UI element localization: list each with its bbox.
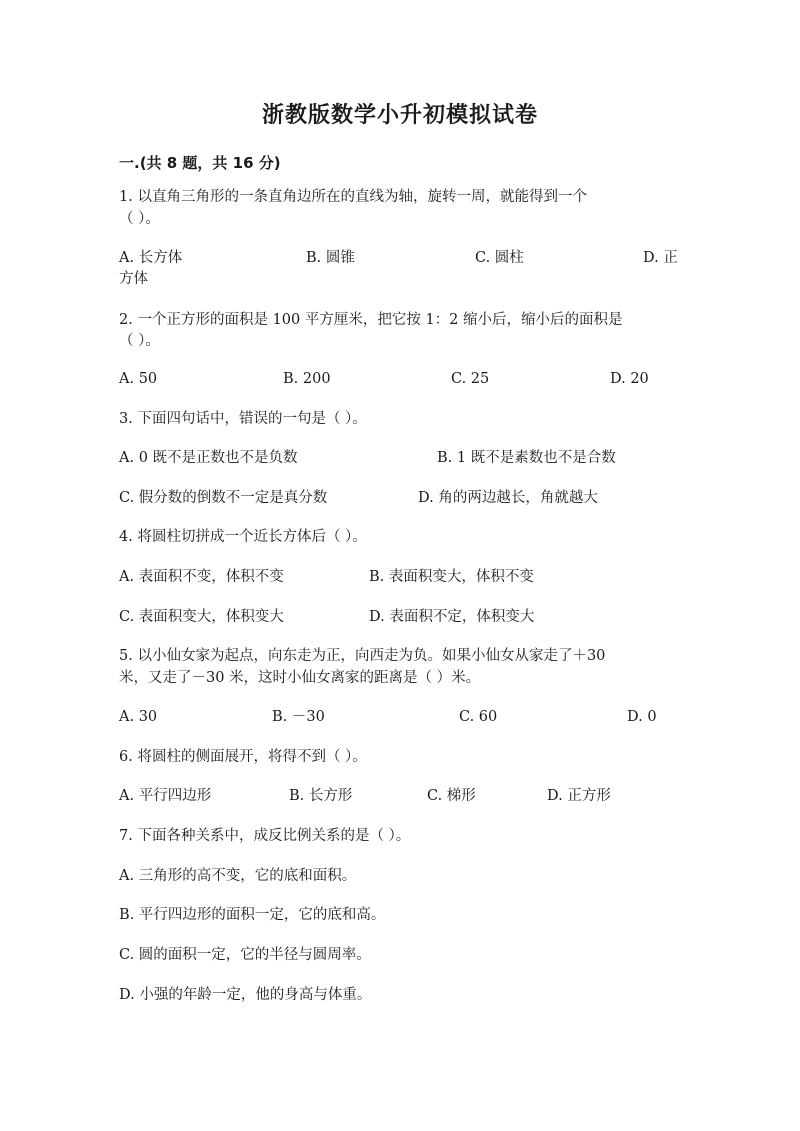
q2-option-d: D. 20 [610,371,649,387]
question-2-text-cont: （ ）。 [119,333,160,349]
question-1-text: 1. 以直角三角形的一条直角边所在的直线为轴，旋转一周，就能得到一个 [119,189,587,205]
q7-option-a: A. 三角形的高不变，它的底和面积。 [119,868,357,884]
section-heading: 一.(共 8 题，共 16 分) [119,154,281,172]
page-title: 浙教版数学小升初模拟试卷 [261,103,538,128]
question-1-text-cont: （ ）。 [119,211,160,227]
q3-option-a: A. 0 既不是正数也不是负数 [119,450,298,466]
q1-option-d: D. 正 [643,250,678,266]
q3-option-d: D. 角的两边越长，角就越大 [418,490,598,506]
q7-option-c: C. 圆的面积一定，它的半径与圆周率。 [119,947,371,963]
q1-option-c: C. 圆柱 [475,250,524,266]
q3-option-b: B. 1 既不是素数也不是合数 [437,450,616,466]
question-2-text: 2. 一个正方形的面积是 100 平方厘米，把它按 1：2 缩小后，缩小后的面积是 [119,312,623,328]
q1-option-d-wrap: 方体 [119,271,148,287]
q6-option-c: C. 梯形 [427,788,476,804]
q1-option-b: B. 圆锥 [306,250,355,266]
q2-option-c: C. 25 [451,371,490,387]
q1-option-a: A. 长方体 [119,250,183,266]
q5-option-c: C. 60 [459,709,498,725]
question-3-text: 3. 下面四句话中，错误的一句是（ ）。 [119,411,367,427]
question-5-text-cont: 米，又走了－30 米，这时小仙女离家的距离是（ ）米。 [119,670,481,686]
q5-option-d: D. 0 [627,709,657,725]
q7-option-d: D. 小强的年龄一定，他的身高与体重。 [119,987,372,1003]
q6-option-a: A. 平行四边形 [119,788,212,804]
question-5-text: 5. 以小仙女家为起点，向东走为正，向西走为负。如果小仙女从家走了＋30 [119,648,606,664]
q4-option-a: A. 表面积不变，体积不变 [119,569,284,585]
q5-option-b: B. －30 [272,709,325,725]
q2-option-b: B. 200 [283,371,331,387]
q5-option-a: A. 30 [119,709,158,725]
question-4-text: 4. 将圆柱切拼成一个近长方体后（ ）。 [119,529,367,545]
q4-option-d: D. 表面积不定，体积变大 [369,609,535,625]
q2-option-a: A. 50 [119,371,158,387]
question-6-text: 6. 将圆柱的侧面展开，将得不到（ ）。 [119,749,367,765]
q6-option-d: D. 正方形 [547,788,611,804]
q3-option-c: C. 假分数的倒数不一定是真分数 [119,490,328,506]
q7-option-b: B. 平行四边形的面积一定，它的底和高。 [119,907,386,923]
q4-option-b: B. 表面积变大，体积不变 [369,569,534,585]
q6-option-b: B. 长方形 [289,788,353,804]
question-7-text: 7. 下面各种关系中，成反比例关系的是（ ）。 [119,828,411,844]
q4-option-c: C. 表面积变大，体积变大 [119,609,284,625]
